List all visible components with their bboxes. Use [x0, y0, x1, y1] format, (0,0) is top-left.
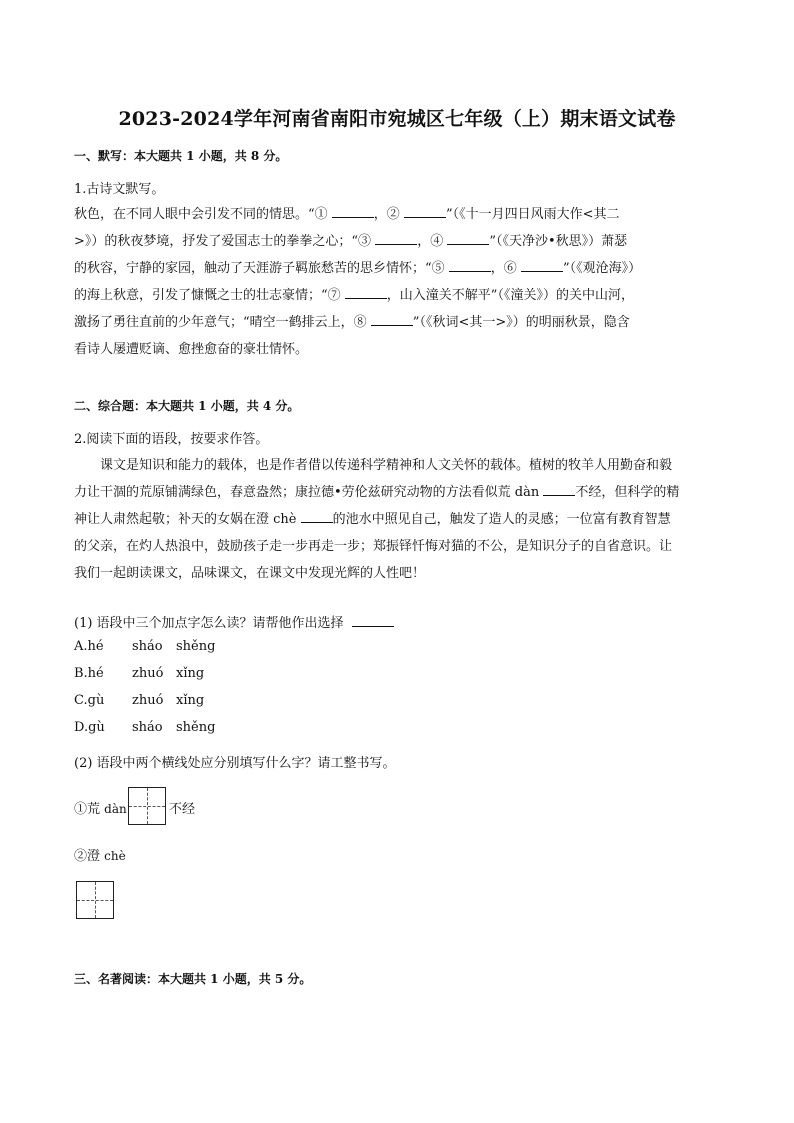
passage-blank-dan[interactable]: [543, 481, 575, 496]
q1-line-1: [74, 201, 724, 228]
q1-text: 秋色，在不同人眼中会引发不同的情思。“①: [74, 207, 328, 222]
q1-line-3: [74, 255, 724, 282]
q1-text: ”（《十一月四日风雨大作<其二: [445, 207, 620, 222]
option-b-pinyin-3: xǐng: [176, 666, 205, 681]
section1-heading: 一、默写：本大题共 1 小题，共 8 分。: [74, 149, 288, 163]
option-d-pinyin-3: shěng: [176, 720, 216, 735]
q1-text: ，山入潼关不解平”（《潼关》）的关中山河，: [386, 288, 634, 303]
passage-text: 的池水中照见自己，触发了造人的灵感；一位富有教育智慧: [332, 512, 671, 527]
q1-text: 的秋容，宁静的家园，触动了天涯游子羁旅愁苦的思乡情怀；“⑤: [74, 261, 445, 276]
option-c-pinyin-3: xǐng: [176, 693, 205, 708]
passage-line-4: 的父亲，在灼人热浪中，鼓励孩子走一步再走一步；郑振铎忏悔对猫的不公，是知识分子的自省意识。让: [74, 539, 673, 554]
blank-4[interactable]: [447, 230, 489, 245]
write-item-2-text: ②澄: [74, 849, 101, 864]
blank-6[interactable]: [521, 257, 563, 272]
question1-paragraph: [74, 201, 724, 363]
q1-line-2: [74, 228, 724, 255]
write-item-2-prefix: [74, 845, 126, 864]
passage-text: 神让人肃然起敬；补天的女娲在澄 chè: [74, 512, 297, 527]
subquestion-1-blank[interactable]: [352, 612, 394, 627]
q1-text: ”（《观沧海》）: [562, 261, 642, 276]
q1-text: ”（《天净沙•秋思》）萧瑟: [489, 234, 628, 249]
section3-heading: 三、名著阅读：本大题共 1 小题，共 5 分。: [74, 972, 312, 986]
write-item-1-text: ①荒: [74, 802, 101, 817]
q1-line-5: [74, 309, 724, 336]
write-item-2-pinyin: chè: [104, 849, 126, 863]
write-item-1-suffix: 不经: [169, 802, 196, 817]
passage-blank-che[interactable]: [301, 508, 333, 523]
option-d-letter: D.gù: [74, 720, 105, 735]
option-a-pinyin-2: sháo: [132, 639, 163, 654]
option-c-pinyin-2: zhuó: [132, 693, 164, 708]
passage-text: 不经，但科学的精: [575, 485, 680, 500]
write-item-1-prefix: [74, 798, 127, 817]
write-item-1-pinyin: dàn: [104, 802, 127, 816]
subquestion-2: (2) 语段中两个横线处应分别填写什么字？请工整书写。: [74, 756, 396, 771]
blank-2[interactable]: [404, 203, 446, 218]
passage-line-1: 课文是知识和能力的载体，也是作者借以传递科学精神和人文关怀的载体。植树的牧羊人用勤奋和毅: [100, 458, 673, 473]
passage-line-3: [74, 506, 724, 533]
question1-label: 1.古诗文默写。: [74, 182, 165, 197]
option-b-pinyin-2: zhuó: [132, 666, 164, 681]
blank-5[interactable]: [449, 257, 491, 272]
q1-text: 的海上秋意，引发了慷慨之士的壮志豪情；“⑦: [74, 288, 341, 303]
option-a-letter: A.hé: [74, 639, 104, 654]
subquestion-1: [74, 612, 394, 631]
section2-heading: 二、综合题：本大题共 1 小题，共 4 分。: [74, 399, 300, 413]
option-c-letter: C.gù: [74, 693, 105, 708]
q1-line-6: 看诗人屡遭贬谪、愈挫愈奋的豪壮情怀。: [74, 342, 309, 357]
passage-line-2: [74, 479, 724, 506]
exam-title: 2023-2024学年河南省南阳市宛城区七年级（上）期末语文试卷: [118, 108, 676, 130]
q1-text: ”（《秋词<其一>》）的明丽秋景，隐含: [412, 315, 630, 330]
q1-text: ，④: [417, 234, 444, 249]
writing-grid-che[interactable]: [76, 881, 114, 919]
question2-label: 2.阅读下面的语段，按要求作答。: [74, 432, 269, 447]
blank-3[interactable]: [375, 230, 417, 245]
blank-7[interactable]: [345, 284, 387, 299]
q1-text: 激扬了勇往直前的少年意气；“晴空一鹤排云上，⑧: [74, 315, 367, 330]
q1-text: ，⑥: [490, 261, 517, 276]
q1-text: ，②: [373, 207, 400, 222]
option-b-letter: B.hé: [74, 666, 104, 681]
q1-line-4: [74, 282, 724, 309]
question2-passage: [74, 452, 724, 587]
q1-text: >》）的秋夜梦境，抒发了爱国志士的拳拳之心；“③: [74, 234, 372, 249]
option-a-pinyin-3: shěng: [176, 639, 216, 654]
option-d-pinyin-2: sháo: [132, 720, 163, 735]
blank-8[interactable]: [371, 311, 413, 326]
blank-1[interactable]: [332, 203, 374, 218]
subquestion-1-text: (1) 语段中三个加点字怎么读？请帮他作出选择: [74, 616, 344, 631]
writing-grid-dan[interactable]: [128, 787, 166, 825]
passage-line-5: 我们一起朗读课文，品味课文，在课文中发现光辉的人性吧！: [74, 566, 426, 581]
passage-text: 力让干涸的荒原铺满绿色，春意盎然；康拉德•劳伦兹研究动物的方法看似荒 dàn: [74, 485, 540, 500]
